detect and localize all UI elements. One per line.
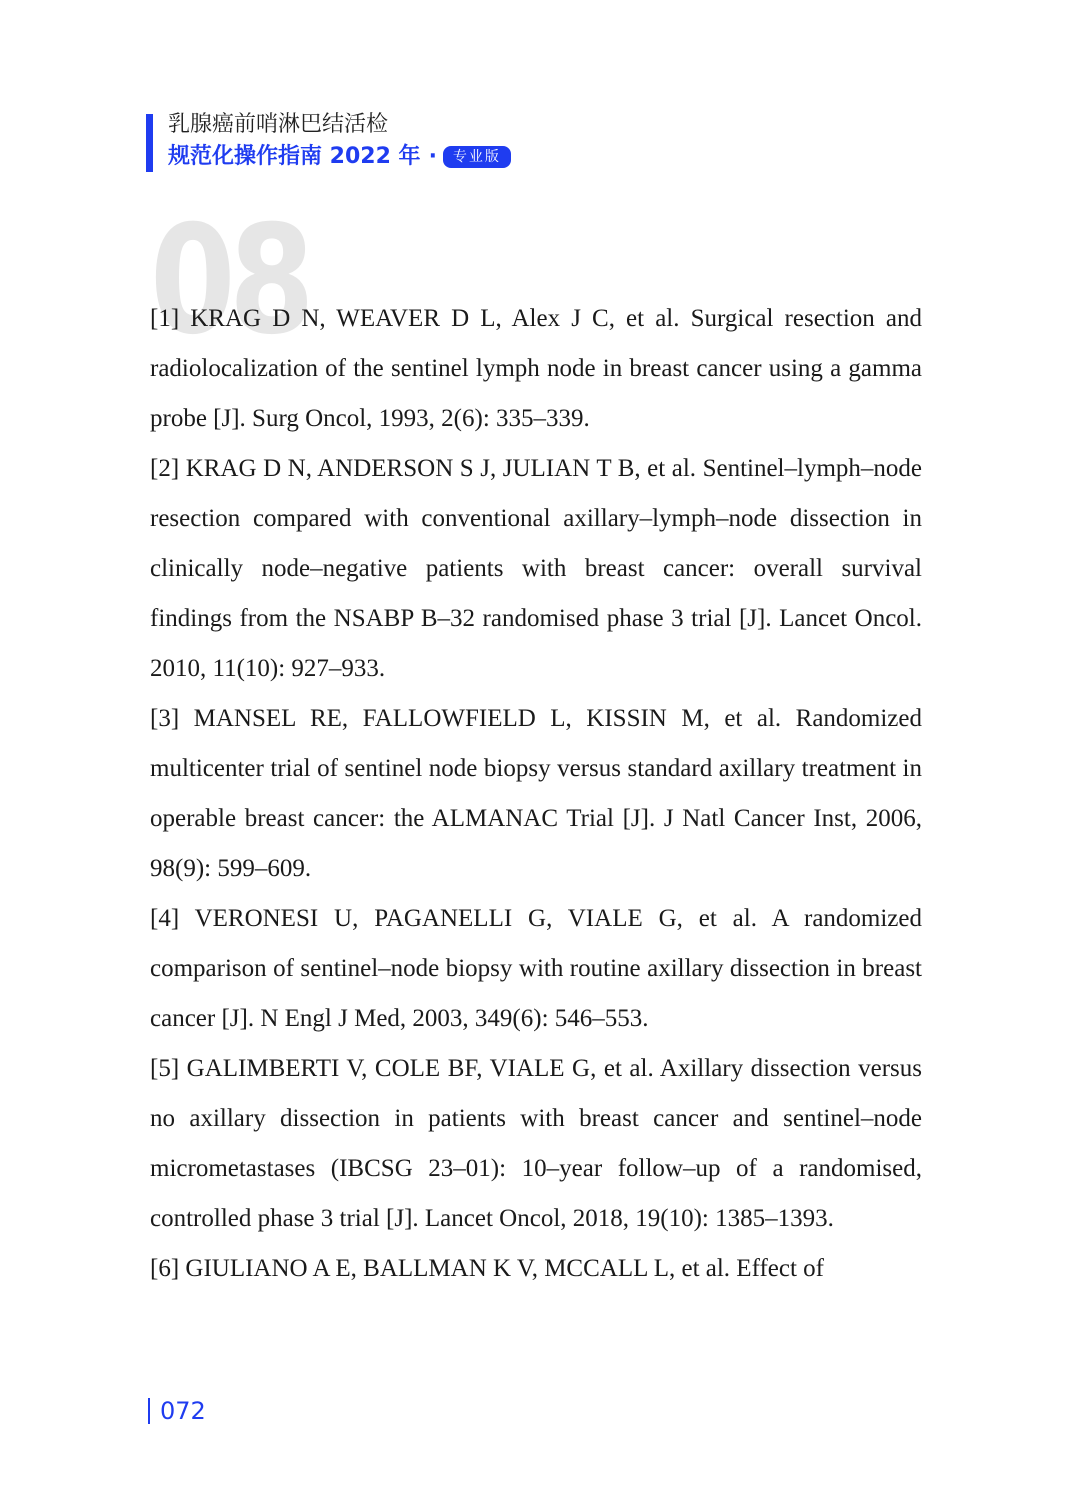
header-subtitle-text: 规范化操作指南 2022 年 [168,144,421,169]
reference-item: [4] VERONESI U, PAGANELLI G, VIALE G, et al. A randomized comparison of sentinel–node biopsy with routine axillary dissection in breast cancer [J]. N Engl J Med, 2003, 349(6): 546–553. [150,905,922,1032]
reference-item: [3] MANSEL RE, FALLOWFIELD L, KISSIN M, et al. Randomized multicenter trial of sentinel node biopsy versus standard axillary treatment in operable breast cancer: the ALMANAC Trial [J]. J Natl Cancer Inst, 2006, 98(9): 599–609. [150,705,922,882]
page-footer [148,1394,206,1428]
reference-item: [5] GALIMBERTI V, COLE BF, VIALE G, et al. Axillary dissection versus no axillary dissection in patients with breast cancer and sentinel–node micrometastases (IBCSG 23–01): 10–year follow–up of a randomised, controlled phase 3 trial [J]. Lancet Oncol, 2018, 19(10): 1385–1393. [150,1055,922,1232]
page-number-bar [148,1398,150,1424]
reference-item: [1] KRAG D N, WEAVER D L, Alex J C, et al. Surgical resection and radiolocalization of the sentinel lymph node in breast cancer using a gamma probe [J]. Surg Oncol, 1993, 2(6): 335–339. [150,305,922,432]
chapter-number: 08 [150,194,309,368]
header-title: 乳腺癌前哨淋巴结活检 [168,112,389,137]
header-subtitle [168,142,511,172]
reference-item: [6] GIULIANO A E, BALLMAN K V, MCCALL L, et al. Effect of [150,1255,824,1282]
header-separator: · [428,144,437,169]
reference-item: [2] KRAG D N, ANDERSON S J, JULIAN T B, et al. Sentinel–lymph–node resection compared with conventional axillary–lymph–node dissection in clinically node–negative patients with breast cancer: overall survival findings from the NSABP B–32 randomised phase 3 trial [J]. Lancet Oncol. 2010, 11(10): 927–933. [150,455,922,682]
reference-list [150,294,922,1294]
header-accent-bar [146,114,153,172]
running-header [146,110,566,172]
edition-badge: 专业版 [443,146,511,168]
page-number: 072 [160,1397,206,1425]
